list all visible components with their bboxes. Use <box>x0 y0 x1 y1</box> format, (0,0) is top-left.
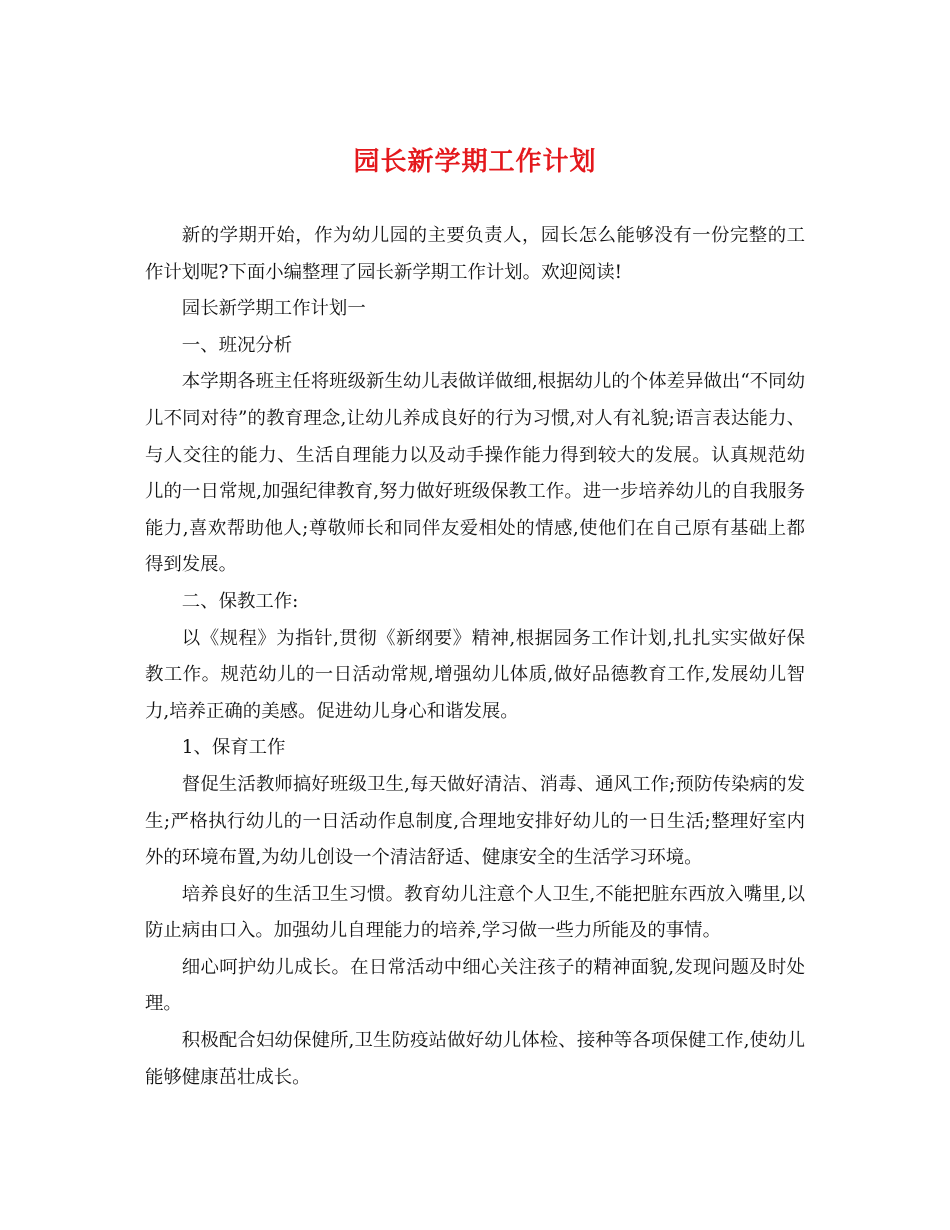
class-analysis-paragraph: 本学期各班主任将班级新生幼儿表做详做细,根据幼儿的个体差异做出“不同幼儿不同对待”的教育理念,让幼儿养成良好的行为习惯,对人有礼貌;语言表达能力、与人交往的能力、生活自理能力以及动手操作能力得到较大的发展。认真规范幼儿的一日常规,加强纪律教育,努力做好班级保教工作。进一步培养幼儿的自我服务能力,喜欢帮助他人;尊敬师长和同伴友爱相处的情感,使他们在自己原有基础上都得到发展。 <box>145 371 805 576</box>
section-heading-care-education: 二、保教工作: <box>181 590 299 612</box>
document-title: 园长新学期工作计划 <box>353 147 597 177</box>
care-work-paragraph-health: 积极配合妇幼保健所,卫生防疫站做好幼儿体检、接种等各项保健工作,使幼儿能够健康茁壮成长。 <box>145 1030 805 1088</box>
intro-paragraph: 新的学期开始，作为幼儿园的主要负责人，园长怎么能够没有一份完整的工作计划呢?下面小编整理了园长新学期工作计划。欢迎阅读! <box>145 225 805 283</box>
plan-heading: 园长新学期工作计划一 <box>181 298 366 320</box>
care-education-paragraph: 以《规程》为指针,贯彻《新纲要》精神,根据园务工作计划,扎扎实实做好保教工作。规范幼儿的一日活动常规,增强幼儿体质,做好品德教育工作,发展幼儿智力,培养正确的美感。促进幼儿身心和谐发展。 <box>145 627 805 722</box>
care-work-paragraph-attention: 细心呵护幼儿成长。在日常活动中细心关注孩子的精神面貌,发现问题及时处理。 <box>145 956 805 1015</box>
document-body <box>145 218 805 1096</box>
section-heading-class-analysis: 一、班况分析 <box>181 334 293 356</box>
care-work-paragraph-habits: 培养良好的生活卫生习惯。教育幼儿注意个人卫生,不能把脏东西放入嘴里,以防止病由口入。加强幼儿自理能力的培养,学习做一些力所能及的事情。 <box>145 883 805 942</box>
care-work-paragraph-hygiene: 督促生活教师搞好班级卫生,每天做好清洁、消毒、通风工作;预防传染病的发生;严格执行幼儿的一日活动作息制度,合理地安排好幼儿的一日生活;整理好室内外的环境布置,为幼儿创设一个清洁舒适、健康安全的生活学习环境。 <box>145 773 805 869</box>
subsection-heading-care-work: 1、保育工作 <box>181 737 286 759</box>
